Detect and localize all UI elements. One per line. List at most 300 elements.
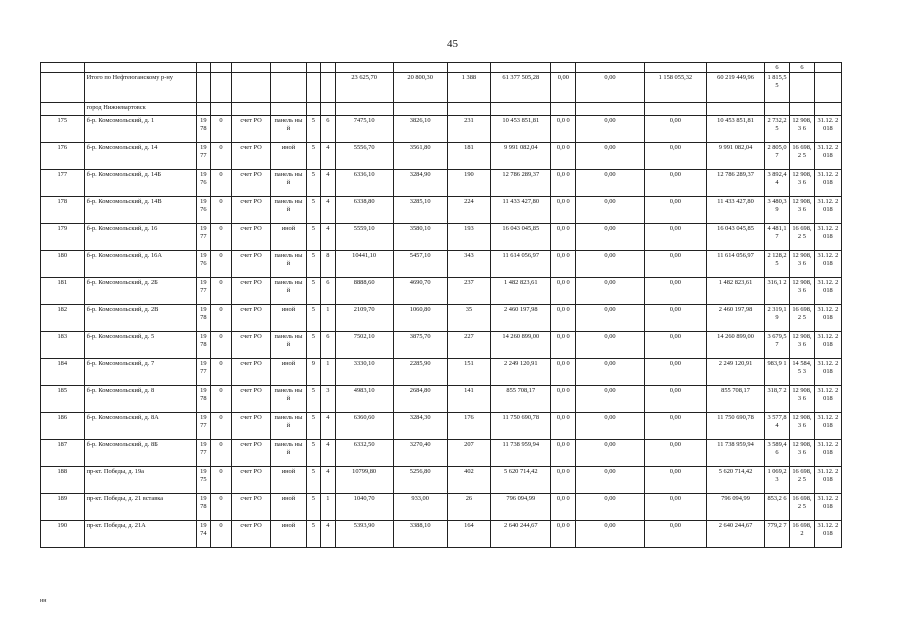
residents-cell: 141 [447, 386, 491, 413]
row-number: 186 [41, 413, 85, 440]
cost-cell: 12 786 289,37 [491, 170, 551, 197]
year-cell: 19 77 [196, 224, 211, 251]
residents-cell: 35 [447, 305, 491, 332]
wall-material-cell: иной [271, 494, 306, 521]
area-living-cell: 5256,80 [393, 467, 447, 494]
table-row [41, 170, 842, 197]
floors-cell: 5 [306, 494, 321, 521]
area-total-cell: 10441,10 [335, 251, 393, 278]
address-cell: пр-кт. Победы, д. 21А [84, 521, 196, 548]
floors-cell: 5 [306, 278, 321, 305]
budget-amount-cell: 0,00 [576, 305, 644, 332]
deadline-cell: 31.12. 2018 [814, 305, 841, 332]
unit-cost-cell: 316,1 2 [765, 278, 790, 305]
fund-type-cell: счет РО [231, 224, 270, 251]
fund-amount-cell: 0,0 0 [551, 197, 576, 224]
floors-cell: 5 [306, 305, 321, 332]
address-cell: пр-кт. Победы, д. 19а [84, 467, 196, 494]
local-amount-cell: 0,00 [644, 521, 706, 548]
area-total-cell: 4983,10 [335, 386, 393, 413]
area-total-cell: 8888,60 [335, 278, 393, 305]
deadline-cell: 31.12. 2018 [814, 116, 841, 143]
residents-cell: 402 [447, 467, 491, 494]
cost-cell: 16 043 045,85 [491, 224, 551, 251]
owners-amount-cell: 14 260 899,00 [706, 332, 764, 359]
entrances-cell: 6 [321, 278, 336, 305]
deadline-cell: 31.12. 2018 [814, 170, 841, 197]
local-amount-cell: 0,00 [644, 170, 706, 197]
year-cell: 19 78 [196, 386, 211, 413]
cost-cell: 2 640 244,67 [491, 521, 551, 548]
deadline-cell: 31.12. 2018 [814, 251, 841, 278]
wall-material-cell: панель ный [271, 278, 306, 305]
table-row [41, 521, 842, 548]
unit-cost-cell: 3 892,4 4 [765, 170, 790, 197]
address-cell: б-р. Комсомольский, д. 8А [84, 413, 196, 440]
deadline-cell: 31.12. 2018 [814, 197, 841, 224]
local-amount-cell: 0,00 [644, 413, 706, 440]
address-cell: б-р. Комсомольский, д. 2Б [84, 278, 196, 305]
entrances-cell: 4 [321, 413, 336, 440]
owners-amount-cell: 855 708,17 [706, 386, 764, 413]
max-unit-cost-cell: 12 908,3 6 [789, 332, 814, 359]
fund-type-cell: счет РО [231, 440, 270, 467]
owners-amount-cell: 11 738 959,94 [706, 440, 764, 467]
owners-amount-cell: 2 640 244,67 [706, 521, 764, 548]
local-amount-cell: 0,00 [644, 197, 706, 224]
col4-cell: 0 [211, 197, 232, 224]
row-number: 180 [41, 251, 85, 278]
cost-cell: 5 620 714,42 [491, 467, 551, 494]
residents-cell: 176 [447, 413, 491, 440]
row-number: 185 [41, 386, 85, 413]
floors-cell: 5 [306, 143, 321, 170]
wall-material-cell: панель ный [271, 251, 306, 278]
table-row [41, 440, 842, 467]
register-table [40, 62, 842, 548]
row-number: 187 [41, 440, 85, 467]
fund-type-cell: счет РО [231, 467, 270, 494]
fund-type-cell: счет РО [231, 521, 270, 548]
area-total-cell: 2109,70 [335, 305, 393, 332]
row-number: 189 [41, 494, 85, 521]
col4-cell: 0 [211, 440, 232, 467]
address-cell: б-р. Комсомольский, д. 16А [84, 251, 196, 278]
wall-material-cell: иной [271, 305, 306, 332]
address-cell: б-р. Комсомольский, д. 2В [84, 305, 196, 332]
residents-cell: 193 [447, 224, 491, 251]
budget-amount-cell: 0,00 [576, 278, 644, 305]
deadline-cell: 31.12. 2018 [814, 521, 841, 548]
col4-cell: 0 [211, 494, 232, 521]
max-unit-cost-cell: 14 584,5 3 [789, 359, 814, 386]
entrances-cell: 1 [321, 494, 336, 521]
area-total-cell: 6336,10 [335, 170, 393, 197]
area-total-cell: 7502,10 [335, 332, 393, 359]
area-living-cell: 933,00 [393, 494, 447, 521]
unit-cost-cell: 2 732,2 5 [765, 116, 790, 143]
max-unit-cost-cell: 16 698,2 5 [789, 224, 814, 251]
area-living-cell: 3561,80 [393, 143, 447, 170]
budget-amount-cell: 0,00 [576, 251, 644, 278]
total-owners: 60 219 449,96 [706, 73, 764, 103]
fund-amount-cell: 0,0 0 [551, 332, 576, 359]
fund-amount-cell: 0,0 0 [551, 305, 576, 332]
table-row [41, 494, 842, 521]
unit-cost-cell: 853,2 6 [765, 494, 790, 521]
deadline-cell: 31.12. 2018 [814, 332, 841, 359]
budget-amount-cell: 0,00 [576, 197, 644, 224]
unit-cost-cell: 1 069,2 3 [765, 467, 790, 494]
cost-cell: 9 991 082,04 [491, 143, 551, 170]
footer-note: нн [40, 598, 47, 604]
owners-amount-cell: 9 991 082,04 [706, 143, 764, 170]
residents-cell: 190 [447, 170, 491, 197]
col4-cell: 0 [211, 143, 232, 170]
entrances-cell: 6 [321, 332, 336, 359]
fund-amount-cell: 0,0 0 [551, 170, 576, 197]
fund-type-cell: счет РО [231, 170, 270, 197]
area-living-cell: 3284,90 [393, 170, 447, 197]
entrances-cell: 1 [321, 359, 336, 386]
col4-cell: 0 [211, 224, 232, 251]
area-total-cell: 6332,50 [335, 440, 393, 467]
year-cell: 19 78 [196, 116, 211, 143]
total-fund: 0,00 [551, 73, 576, 103]
deadline-cell: 31.12. 2018 [814, 143, 841, 170]
wall-material-cell: иной [271, 521, 306, 548]
residents-cell: 26 [447, 494, 491, 521]
fund-type-cell: счет РО [231, 305, 270, 332]
fund-amount-cell: 0,0 0 [551, 143, 576, 170]
col4-cell: 0 [211, 521, 232, 548]
unit-cost-cell: 3 577,8 4 [765, 413, 790, 440]
budget-amount-cell: 0,00 [576, 494, 644, 521]
residents-cell: 227 [447, 332, 491, 359]
address-cell: б-р. Комсомольский, д. 1 [84, 116, 196, 143]
table-row [41, 386, 842, 413]
budget-amount-cell: 0,00 [576, 359, 644, 386]
area-living-cell: 3388,10 [393, 521, 447, 548]
area-total-cell: 3330,10 [335, 359, 393, 386]
budget-amount-cell: 0,00 [576, 440, 644, 467]
residents-cell: 181 [447, 143, 491, 170]
fund-type-cell: счет РО [231, 197, 270, 224]
year-cell: 19 77 [196, 440, 211, 467]
residents-cell: 343 [447, 251, 491, 278]
fund-type-cell: счет РО [231, 251, 270, 278]
cost-cell: 2 249 120,91 [491, 359, 551, 386]
local-amount-cell: 0,00 [644, 332, 706, 359]
max-unit-cost-cell: 12 908,3 6 [789, 386, 814, 413]
budget-amount-cell: 0,00 [576, 332, 644, 359]
address-cell: б-р. Комсомольский, д. 14В [84, 197, 196, 224]
max-unit-cost-cell: 12 908,3 6 [789, 170, 814, 197]
area-total-cell: 5559,10 [335, 224, 393, 251]
cost-cell: 11 614 056,97 [491, 251, 551, 278]
local-amount-cell: 0,00 [644, 224, 706, 251]
year-cell: 19 78 [196, 332, 211, 359]
table-row [41, 332, 842, 359]
total-budget: 0,00 [576, 73, 644, 103]
address-cell: б-р. Комсомольский, д. 5 [84, 332, 196, 359]
top-cell-a: 6 [765, 63, 790, 73]
budget-amount-cell: 0,00 [576, 170, 644, 197]
area-living-cell: 3284,30 [393, 413, 447, 440]
year-cell: 19 77 [196, 413, 211, 440]
wall-material-cell: иной [271, 224, 306, 251]
col4-cell: 0 [211, 251, 232, 278]
row-number: 188 [41, 467, 85, 494]
cost-cell: 796 094,99 [491, 494, 551, 521]
deadline-cell: 31.12. 2018 [814, 359, 841, 386]
max-unit-cost-cell: 12 908,3 6 [789, 440, 814, 467]
fund-amount-cell: 0,0 0 [551, 116, 576, 143]
table-row [41, 224, 842, 251]
wall-material-cell: иной [271, 143, 306, 170]
owners-amount-cell: 10 453 851,81 [706, 116, 764, 143]
unit-cost-cell: 3 480,3 9 [765, 197, 790, 224]
year-cell: 19 77 [196, 359, 211, 386]
local-amount-cell: 0,00 [644, 116, 706, 143]
wall-material-cell: панель ный [271, 332, 306, 359]
total-area-living: 20 800,30 [393, 73, 447, 103]
fund-amount-cell: 0,0 0 [551, 494, 576, 521]
address-cell: б-р. Комсомольский, д. 8Б [84, 440, 196, 467]
cost-cell: 855 708,17 [491, 386, 551, 413]
deadline-cell: 31.12. 2018 [814, 440, 841, 467]
owners-amount-cell: 16 043 045,85 [706, 224, 764, 251]
max-unit-cost-cell: 16 698,2 5 [789, 305, 814, 332]
deadline-cell: 31.12. 2018 [814, 224, 841, 251]
wall-material-cell: иной [271, 359, 306, 386]
owners-amount-cell: 2 249 120,91 [706, 359, 764, 386]
fund-amount-cell: 0,0 0 [551, 521, 576, 548]
address-cell: б-р. Комсомольский, д. 16 [84, 224, 196, 251]
address-cell: б-р. Комсомольский, д. 14 [84, 143, 196, 170]
table-row [41, 251, 842, 278]
fund-amount-cell: 0,0 0 [551, 440, 576, 467]
page-number: 45 [447, 38, 458, 50]
floors-cell: 5 [306, 467, 321, 494]
area-living-cell: 3875,70 [393, 332, 447, 359]
entrances-cell: 4 [321, 440, 336, 467]
local-amount-cell: 0,00 [644, 494, 706, 521]
year-cell: 19 76 [196, 170, 211, 197]
table-top-row [41, 63, 842, 73]
city-label: город Нижневартовск [84, 103, 196, 116]
residents-cell: 207 [447, 440, 491, 467]
entrances-cell: 4 [321, 224, 336, 251]
fund-type-cell: счет РО [231, 143, 270, 170]
table-row [41, 116, 842, 143]
deadline-cell: 31.12. 2018 [814, 413, 841, 440]
residents-cell: 164 [447, 521, 491, 548]
cost-cell: 11 750 690,78 [491, 413, 551, 440]
deadline-cell: 31.12. 2018 [814, 278, 841, 305]
unit-cost-cell: 3 589,4 6 [765, 440, 790, 467]
fund-amount-cell: 0,0 0 [551, 386, 576, 413]
owners-amount-cell: 796 094,99 [706, 494, 764, 521]
row-number: 176 [41, 143, 85, 170]
area-living-cell: 2684,80 [393, 386, 447, 413]
wall-material-cell: панель ный [271, 440, 306, 467]
residents-cell: 231 [447, 116, 491, 143]
table-row [41, 305, 842, 332]
owners-amount-cell: 2 460 197,98 [706, 305, 764, 332]
owners-amount-cell: 11 750 690,78 [706, 413, 764, 440]
year-cell: 19 75 [196, 467, 211, 494]
floors-cell: 5 [306, 224, 321, 251]
budget-amount-cell: 0,00 [576, 413, 644, 440]
wall-material-cell: панель ный [271, 386, 306, 413]
col4-cell: 0 [211, 359, 232, 386]
area-total-cell: 10799,80 [335, 467, 393, 494]
year-cell: 19 76 [196, 251, 211, 278]
owners-amount-cell: 1 482 823,61 [706, 278, 764, 305]
fund-amount-cell: 0,0 0 [551, 467, 576, 494]
cost-cell: 11 738 959,94 [491, 440, 551, 467]
local-amount-cell: 0,00 [644, 251, 706, 278]
unit-cost-cell: 779,2 7 [765, 521, 790, 548]
area-living-cell: 3285,10 [393, 197, 447, 224]
budget-amount-cell: 0,00 [576, 143, 644, 170]
floors-cell: 5 [306, 116, 321, 143]
residents-cell: 237 [447, 278, 491, 305]
wall-material-cell: панель ный [271, 170, 306, 197]
floors-cell: 9 [306, 359, 321, 386]
floors-cell: 5 [306, 521, 321, 548]
area-total-cell: 5393,90 [335, 521, 393, 548]
table-row [41, 197, 842, 224]
wall-material-cell: панель ный [271, 197, 306, 224]
year-cell: 19 77 [196, 143, 211, 170]
owners-amount-cell: 11 614 056,97 [706, 251, 764, 278]
area-total-cell: 7475,10 [335, 116, 393, 143]
entrances-cell: 4 [321, 521, 336, 548]
total-area: 23 625,70 [335, 73, 393, 103]
col4-cell: 0 [211, 413, 232, 440]
entrances-cell: 4 [321, 143, 336, 170]
col4-cell: 0 [211, 170, 232, 197]
fund-type-cell: счет РО [231, 494, 270, 521]
fund-type-cell: счет РО [231, 386, 270, 413]
area-living-cell: 5457,10 [393, 251, 447, 278]
row-number: 181 [41, 278, 85, 305]
year-cell: 19 77 [196, 278, 211, 305]
area-total-cell: 5556,70 [335, 143, 393, 170]
area-total-cell: 6360,60 [335, 413, 393, 440]
residents-cell: 151 [447, 359, 491, 386]
entrances-cell: 4 [321, 197, 336, 224]
table-row [41, 278, 842, 305]
fund-amount-cell: 0,0 0 [551, 224, 576, 251]
fund-type-cell: счет РО [231, 359, 270, 386]
max-unit-cost-cell: 16 698,2 5 [789, 143, 814, 170]
table-row [41, 143, 842, 170]
budget-amount-cell: 0,00 [576, 467, 644, 494]
total-unit-cost: 1 815,5 5 [765, 73, 790, 103]
entrances-cell: 4 [321, 467, 336, 494]
area-total-cell: 1040,70 [335, 494, 393, 521]
floors-cell: 5 [306, 386, 321, 413]
entrances-cell: 6 [321, 116, 336, 143]
row-number: 184 [41, 359, 85, 386]
row-number: 182 [41, 305, 85, 332]
unit-cost-cell: 2 805,0 7 [765, 143, 790, 170]
fund-amount-cell: 0,0 0 [551, 278, 576, 305]
cost-cell: 10 453 851,81 [491, 116, 551, 143]
area-living-cell: 3826,10 [393, 116, 447, 143]
owners-amount-cell: 5 620 714,42 [706, 467, 764, 494]
total-row [41, 73, 842, 103]
col4-cell: 0 [211, 467, 232, 494]
table-row [41, 413, 842, 440]
local-amount-cell: 0,00 [644, 467, 706, 494]
fund-type-cell: счет РО [231, 332, 270, 359]
unit-cost-cell: 4 481,1 7 [765, 224, 790, 251]
cost-cell: 2 460 197,98 [491, 305, 551, 332]
deadline-cell: 31.12. 2018 [814, 494, 841, 521]
owners-amount-cell: 11 433 427,80 [706, 197, 764, 224]
local-amount-cell: 0,00 [644, 440, 706, 467]
cost-cell: 14 260 899,00 [491, 332, 551, 359]
local-amount-cell: 0,00 [644, 305, 706, 332]
fund-type-cell: счет РО [231, 278, 270, 305]
entrances-cell: 8 [321, 251, 336, 278]
row-number: 183 [41, 332, 85, 359]
wall-material-cell: иной [271, 467, 306, 494]
deadline-cell: 31.12. 2018 [814, 386, 841, 413]
local-amount-cell: 0,00 [644, 359, 706, 386]
table-row [41, 359, 842, 386]
unit-cost-cell: 318,7 2 [765, 386, 790, 413]
total-label: Итого по Нефтеюганскому р-ну [84, 73, 196, 103]
area-living-cell: 1060,80 [393, 305, 447, 332]
residents-cell: 224 [447, 197, 491, 224]
area-living-cell: 4690,70 [393, 278, 447, 305]
max-unit-cost-cell: 12 908,3 6 [789, 197, 814, 224]
address-cell: пр-кт. Победы, д. 21 вставка [84, 494, 196, 521]
row-number: 177 [41, 170, 85, 197]
col4-cell: 0 [211, 332, 232, 359]
table-row [41, 467, 842, 494]
cost-cell: 11 433 427,80 [491, 197, 551, 224]
total-local: 1 158 055,32 [644, 73, 706, 103]
max-unit-cost-cell: 16 698,2 5 [789, 467, 814, 494]
wall-material-cell: панель ный [271, 413, 306, 440]
year-cell: 19 74 [196, 521, 211, 548]
unit-cost-cell: 2 128,2 5 [765, 251, 790, 278]
area-living-cell: 3270,40 [393, 440, 447, 467]
local-amount-cell: 0,00 [644, 143, 706, 170]
total-residents: 1 388 [447, 73, 491, 103]
floors-cell: 5 [306, 440, 321, 467]
row-number: 190 [41, 521, 85, 548]
max-unit-cost-cell: 12 908,3 6 [789, 278, 814, 305]
unit-cost-cell: 2 319,1 9 [765, 305, 790, 332]
floors-cell: 5 [306, 413, 321, 440]
row-number: 178 [41, 197, 85, 224]
area-total-cell: 6338,80 [335, 197, 393, 224]
max-unit-cost-cell: 12 908,3 6 [789, 413, 814, 440]
local-amount-cell: 0,00 [644, 386, 706, 413]
col4-cell: 0 [211, 116, 232, 143]
year-cell: 19 76 [196, 197, 211, 224]
year-cell: 19 78 [196, 305, 211, 332]
city-row [41, 103, 842, 116]
address-cell: б-р. Комсомольский, д. 14Б [84, 170, 196, 197]
